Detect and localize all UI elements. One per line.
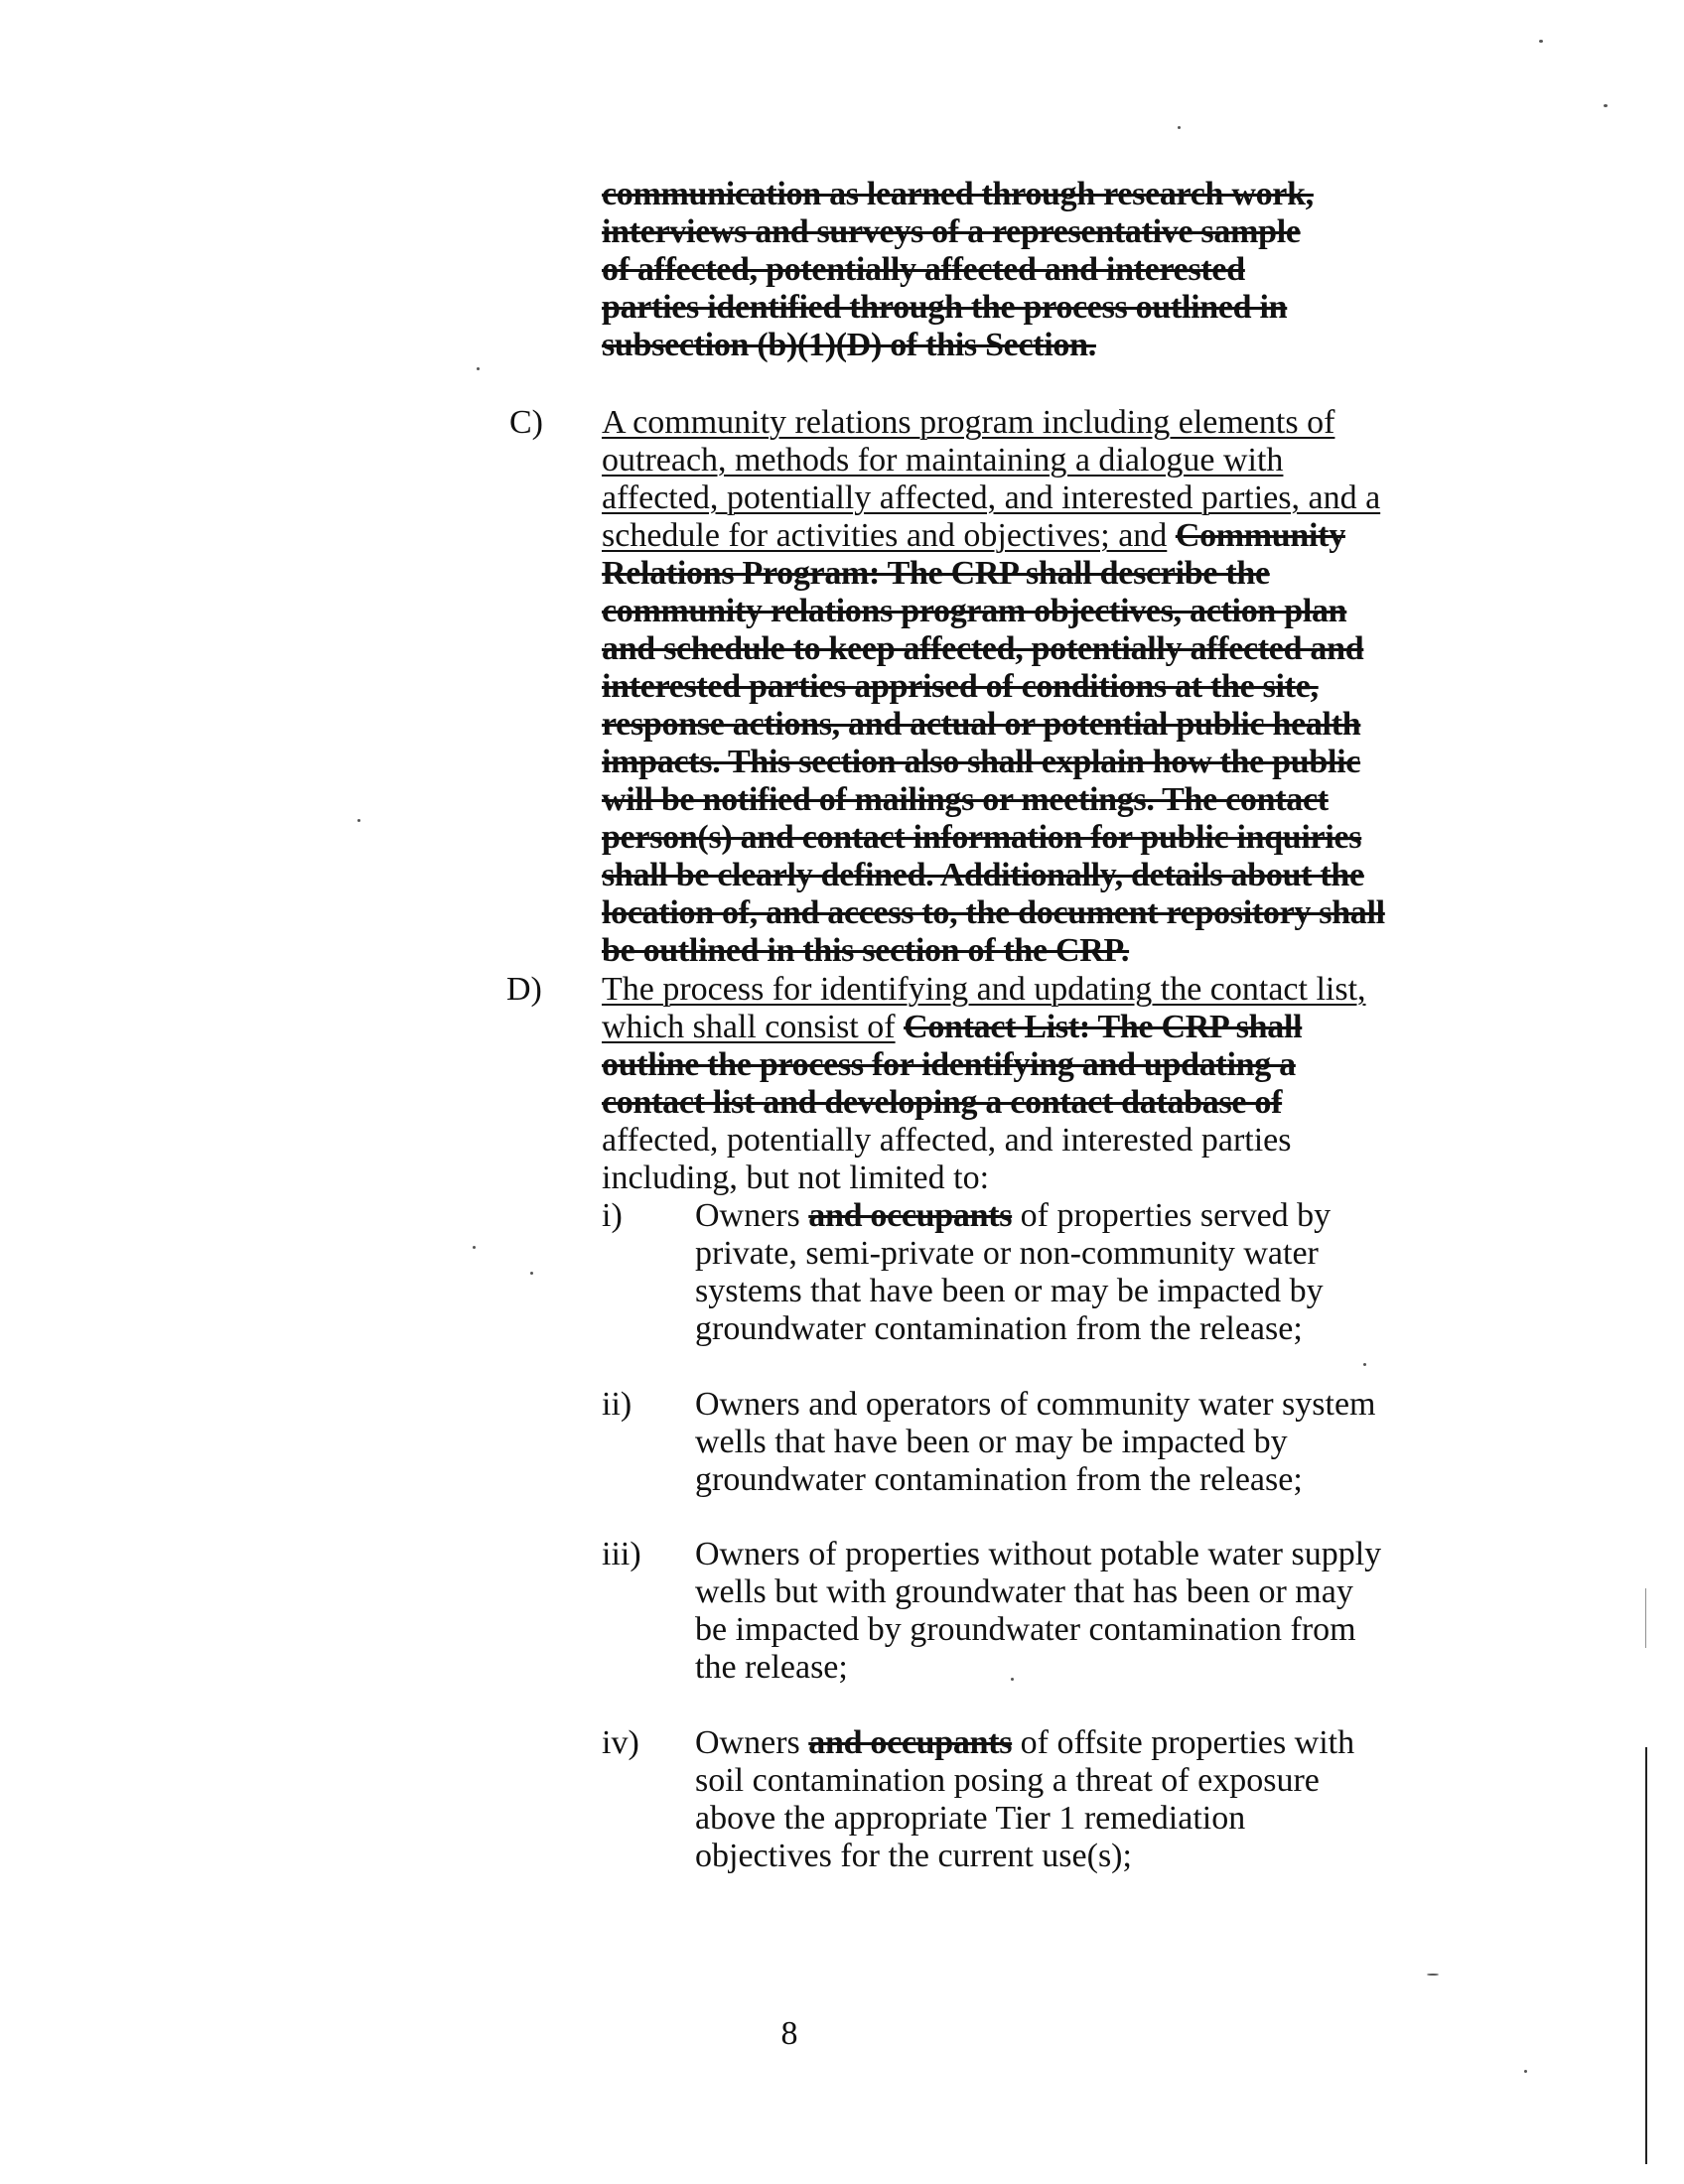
item-c-marker: C) (509, 404, 543, 441)
scan-speck (1011, 1678, 1014, 1681)
scan-speck (473, 1246, 476, 1249)
scan-speck (1539, 40, 1543, 43)
spacer (896, 1009, 905, 1045)
sub-item-ii-marker: ii) (602, 1386, 632, 1423)
sub-item-iii-marker: iii) (602, 1536, 641, 1572)
continuation-paragraph (602, 176, 1317, 364)
scan-speck (1178, 126, 1181, 129)
deleted-text: communication as learned through research work, interviews and surveys of a representative sample of affected, potentially affected and interested parties identified through the process outlined in subsection (b)(1)(D) of this Section. (602, 176, 1314, 363)
inserted-text: The process for identifying and updating the contact list, which shall consist of (602, 971, 1366, 1045)
item-text: Owners of properties without potable water supply wells but with groundwater that has been or may be impacted by groundwater contamination from the release; (695, 1536, 1382, 1686)
inserted-text: A community relations program including elements of outreach, methods for maintaining a dialogue with affected, potentially affected, and interested parties, and a schedule for activities and objectives; and (602, 404, 1381, 554)
scan-speck (1427, 1974, 1439, 1976)
deleted-text: Contact List: The CRP shall outline the process for identifying and updating a contact list and developing a contact database of (602, 1009, 1303, 1121)
scan-speck (1604, 104, 1608, 107)
scan-speck (1524, 2070, 1527, 2073)
sub-item-iv-paragraph (695, 1724, 1390, 1875)
scan-edge-line (1645, 1588, 1646, 1648)
scan-speck (477, 367, 480, 370)
spacer (1167, 517, 1176, 554)
text-after: of offsite properties with soil contamination posing a threat of exposure above the appropriate Tier 1 remediation objectives for the current use(s); (695, 1724, 1355, 1874)
deleted-text: Community Relations Program: The CRP shall describe the community relations program objectives, action plan and schedule to keep affected, potentially affected and interested parties apprised of conditions at the site, response actions, and actual or potential public health impacts. This section also shall explain how the public will be notified of mailings or meetings. The contact person(s) and contact information for public inquiries shall be clearly defined. Additionally, details about the location of, and access to, the document repository shall be outlined in this section of the CRP. (602, 517, 1385, 969)
item-d-marker: D) (506, 971, 542, 1008)
scan-edge-line (1645, 1747, 1647, 2164)
sub-item-iv-marker: iv) (602, 1724, 639, 1761)
item-text: Owners and operators of community water system wells that have been or may be impacted by groundwater contamination from the release; (695, 1386, 1376, 1498)
scan-speck (1363, 1363, 1366, 1366)
sub-item-i-paragraph (695, 1197, 1390, 1348)
text-before: Owners (695, 1724, 809, 1761)
sub-item-iii-paragraph (695, 1536, 1390, 1687)
scan-speck (530, 1272, 533, 1275)
plain-text: affected, potentially affected, and interested parties including, but not limited to: (602, 1122, 1292, 1196)
sub-item-i-marker: i) (602, 1197, 623, 1234)
deleted-text: and occupants (808, 1724, 1013, 1761)
page-number: 8 (780, 2015, 798, 2052)
text-before: Owners (695, 1197, 809, 1234)
item-c-paragraph (602, 404, 1396, 970)
scan-speck (357, 819, 360, 822)
deleted-text: and occupants (808, 1197, 1013, 1234)
item-d-paragraph (602, 971, 1396, 1197)
text-after: of properties served by private, semi-private or non-community water systems that have been or may be impacted by groundwater contamination from the release; (695, 1197, 1332, 1347)
sub-item-ii-paragraph (695, 1386, 1390, 1499)
